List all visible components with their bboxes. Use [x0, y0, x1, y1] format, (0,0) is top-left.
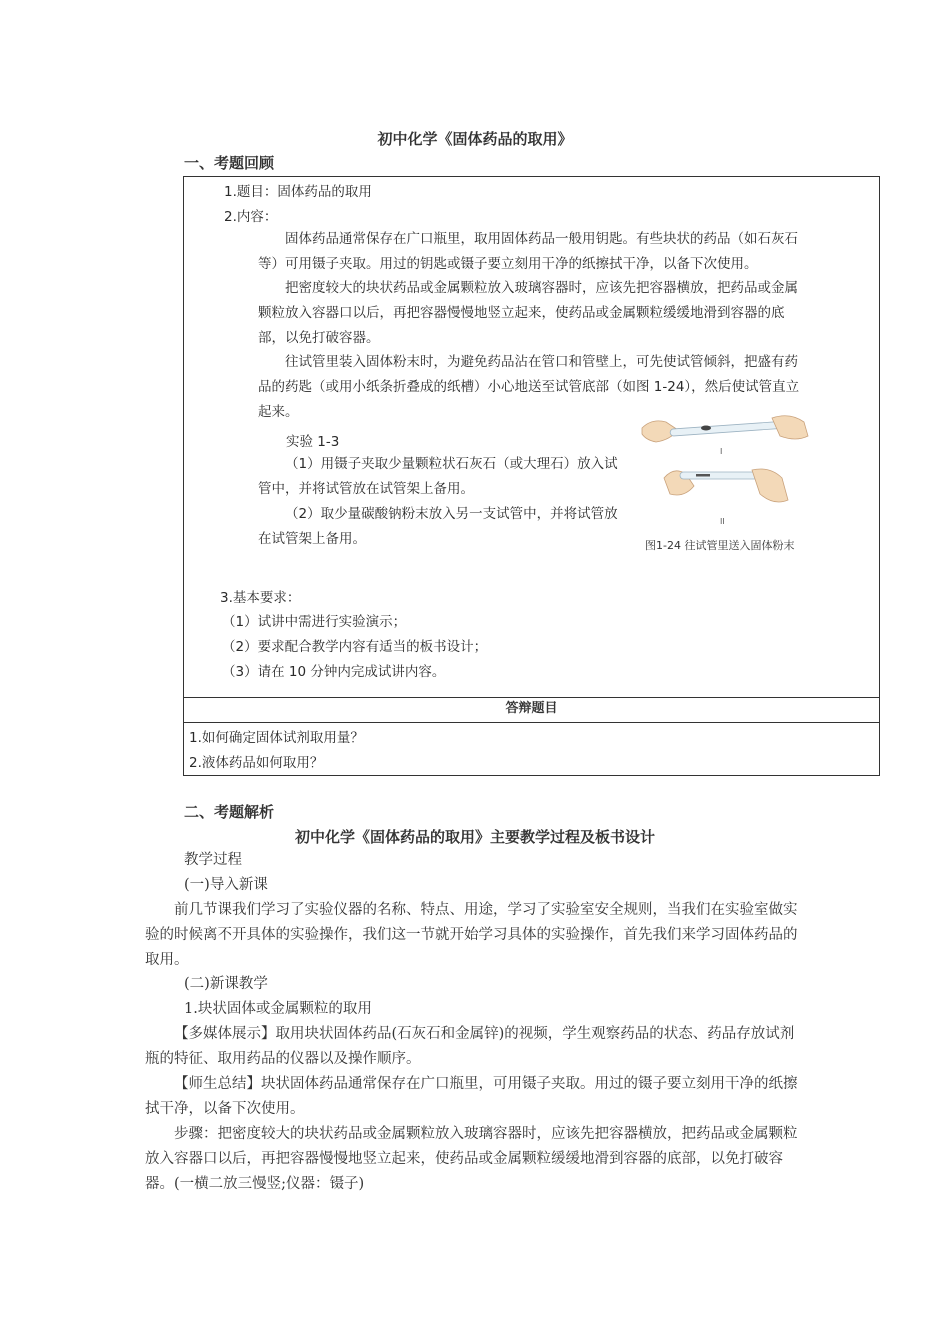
figure-panel-2 — [664, 469, 788, 526]
experiment-title: 实验 1-3 — [286, 434, 340, 450]
test-tube-figure — [640, 408, 810, 558]
figure-label-1: I — [720, 447, 723, 456]
section-review-heading: 一、考题回顾 — [184, 154, 275, 172]
media-paragraph: 【多媒体展示】取用块状固体药品(石灰石和金属锌)的视频，学生观察药品的状态、药品存放试剂瓶的特征、取用药品的仪器以及操作顺序。 — [145, 1026, 795, 1067]
answer-header: 答辩题目 — [183, 697, 880, 723]
experiment-step-1: （1）用镊子夹取少量颗粒状石灰石（或大理石）放入试管中，并将试管放在试管架上备用。 — [258, 456, 618, 497]
requirement-1: （1）试讲中需进行实验演示； — [222, 614, 407, 630]
question-item1: 1.题目：固体药品的取用 — [224, 184, 372, 200]
answer-question-2: 2.液体药品如何取用？ — [189, 755, 324, 771]
requirements-title: 3.基本要求： — [220, 590, 301, 606]
process-heading: 教学过程 — [184, 852, 242, 868]
requirement-2: （2）要求配合教学内容有适当的板书设计； — [222, 639, 488, 655]
question-item2: 2.内容： — [224, 209, 278, 225]
doc-title: 初中化学《固体药品的取用》 — [377, 130, 573, 148]
content-paragraph-1: 固体药品通常保存在广口瓶里，取用固体药品一般用钥匙。有些块状的药品（如石灰石等）可用镊子夹取。用过的钥匙或镊子要立刻用干净的纸擦拭干净，以备下次使用。 — [258, 231, 798, 272]
figure-panel-1 — [642, 416, 808, 456]
new-lesson-heading: (二)新课教学 — [184, 976, 268, 992]
experiment-step-2: （2）取少量碳酸钠粉末放入另一支试管中，并将试管放在试管架上备用。 — [258, 506, 618, 547]
analysis-title: 初中化学《固体药品的取用》主要教学过程及板书设计 — [294, 828, 655, 846]
intro-paragraph: 前几节课我们学习了实验仪器的名称、特点、用途，学习了实验室安全规则，当我们在实验室做实验的时候离不开具体的实验操作，我们这一节就开始学习具体的实验操作，首先我们来学习固体药品的取用。 — [145, 902, 798, 968]
intro-heading: (一)导入新课 — [184, 877, 268, 893]
section-analysis-heading: 二、考题解析 — [184, 803, 275, 821]
answer-question-1: 1.如何确定固体试剂取用量？ — [189, 730, 364, 746]
summary-paragraph: 【师生总结】块状固体药品通常保存在广口瓶里，可用镊子夹取。用过的镊子要立刻用干净的纸擦拭干净，以备下次使用。 — [145, 1076, 798, 1117]
figure-label-2: II — [720, 517, 725, 526]
point-1-heading: 1.块状固体或金属颗粒的取用 — [184, 1001, 372, 1017]
figure-caption: 图1-24 往试管里送入固体粉末 — [645, 539, 795, 552]
content-paragraph-3: 往试管里装入固体粉末时，为避免药品沾在管口和管壁上，可先使试管倾斜，把盛有药品的药匙（或用小纸条折叠成的纸槽）小心地送至试管底部（如图 1-24），然后使试管直立起来。 — [258, 354, 800, 420]
content-paragraph-2: 把密度较大的块状药品或金属颗粒放入玻璃容器时，应该先把容器横放，把药品或金属颗粒放入容器口以后，再把容器慢慢地竖立起来，使药品或金属颗粒缓缓地滑到容器的底部，以免打破容器。 — [258, 280, 798, 346]
steps-paragraph: 步骤：把密度较大的块状药品或金属颗粒放入玻璃容器时，应该先把容器横放，把药品或金属颗粒放入容器口以后，再把容器慢慢地竖立起来，使药品或金属颗粒缓缓地滑到容器的底部，以免打破容器。(一横二放三慢竖;仪器：镊子) — [145, 1126, 798, 1192]
requirement-3: （3）请在 10 分钟内完成试讲内容。 — [222, 664, 446, 680]
